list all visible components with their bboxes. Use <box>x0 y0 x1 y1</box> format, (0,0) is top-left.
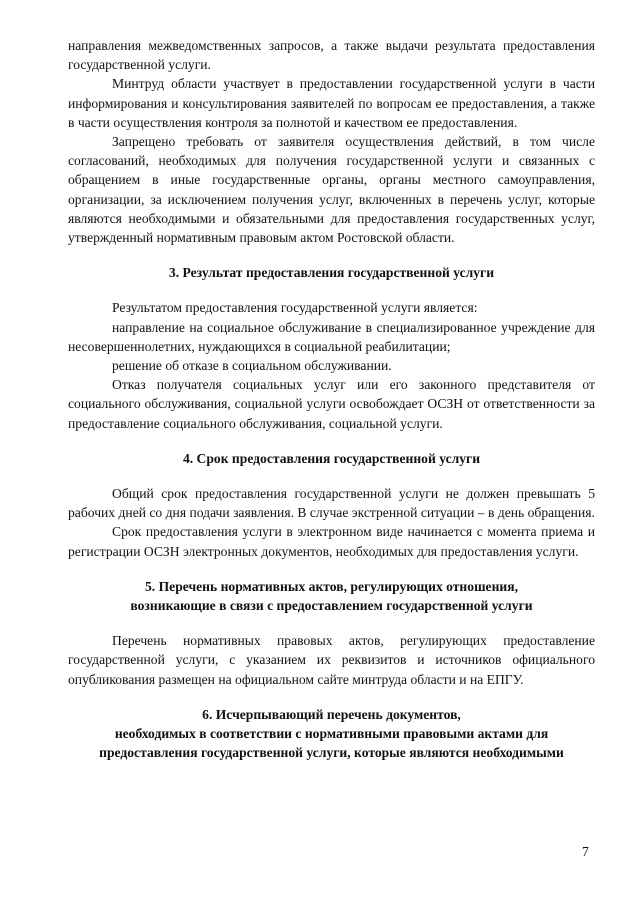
paragraph: Результатом предоставления государственной услуги является: <box>112 300 478 316</box>
paragraph: Перечень нормативных правовых актов, регулирующих предоставление государственной услуги, с указанием их реквизитов и источников официального опубликования размещен на официальном сайте минтруда области и на ЕПГУ. <box>68 633 595 687</box>
heading-line: возникающие в связи с предоставлением государственной услуги <box>130 598 533 614</box>
section-5-heading <box>68 577 595 615</box>
section-3-heading: 3. Результат предоставления государственной услуги <box>168 265 495 281</box>
heading-line: необходимых в соответствии с нормативными правовыми актами для <box>114 726 549 742</box>
heading-line: 6. Исчерпывающий перечень документов, <box>202 706 461 722</box>
section-4-heading: 4. Срок предоставления государственной услуги <box>182 450 481 466</box>
document-page <box>68 36 595 763</box>
paragraph: направления межведомственных запросов, а также выдачи результата предоставления государственной услуги. <box>68 38 595 73</box>
heading-line: предоставления государственной услуги, которые являются необходимыми <box>99 745 564 761</box>
page-number: 7 <box>582 844 589 859</box>
paragraph: Минтруд области участвует в предоставлении государственной услуги в части информирования и консультирования заявителей по вопросам ее предоставления, а также в части осуществления контроля за полнотой и качеством ее предоставления. <box>68 76 595 130</box>
section-6-heading <box>68 705 595 763</box>
paragraph: Общий срок предоставления государственной услуги не должен превышать 5 рабочих дней со дня подачи заявления. В случае экстренной ситуации – в день обращения. <box>68 486 595 521</box>
paragraph: Запрещено требовать от заявителя осуществления действий, в том числе согласований, необходимых для получения государственной услуги и связанных с обращением в иные государственные органы, органы местного самоуправления, организации, за исключением получения услуг, включенных в перечень услуг, которые являются необходимыми и обязательными для предоставления государственных услуг, утвержденный нормативным правовым актом Ростовской области. <box>68 134 595 246</box>
paragraph: Срок предоставления услуги в электронном виде начинается с момента приема и регистрации ОСЗН электронных документов, необходимых для предоставления услуги. <box>68 524 595 559</box>
heading-line: 5. Перечень нормативных актов, регулирующих отношения, <box>145 578 518 594</box>
paragraph: решение об отказе в социальном обслуживании. <box>112 358 392 374</box>
paragraph: направление на социальное обслуживание в специализированное учреждение для несовершеннолетних, нуждающихся в социальной реабилитации; <box>68 319 595 354</box>
paragraph: Отказ получателя социальных услуг или его законного представителя от социального обслуживания, социальной услуги освобождает ОСЗН от ответственности за предоставление социального обслуживания, социальной услуги. <box>68 377 595 431</box>
